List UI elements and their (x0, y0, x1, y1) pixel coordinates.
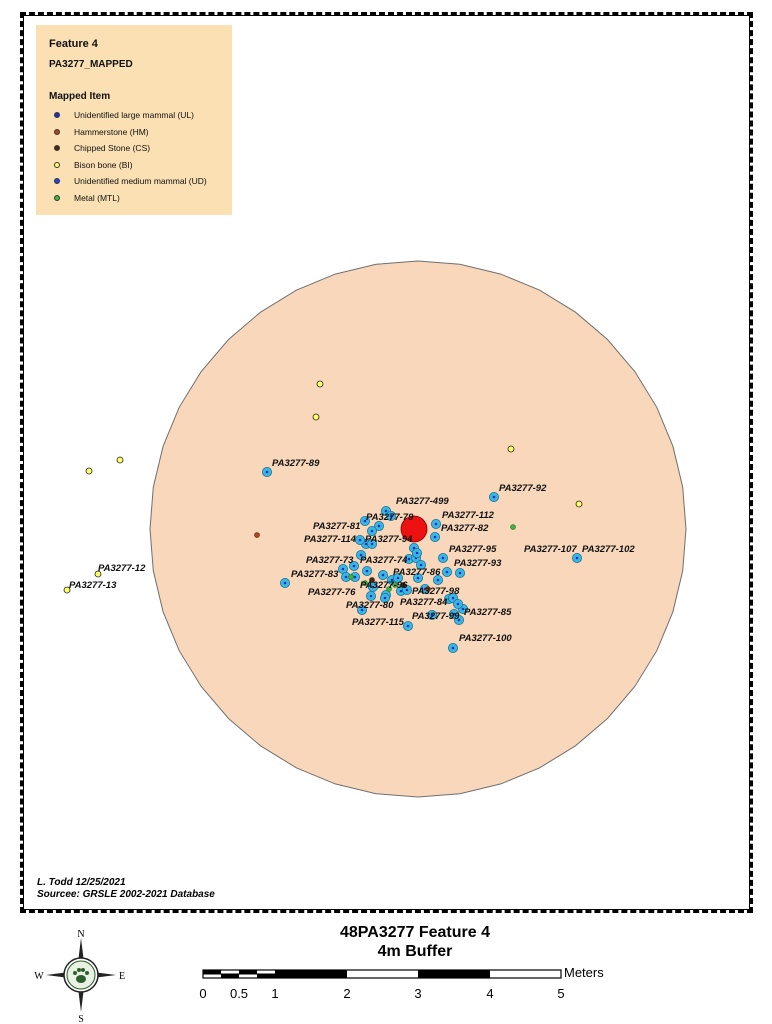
artifact-point-core (452, 647, 455, 650)
data-source: Sourcee: GRSLE 2002-2021 Database (37, 889, 215, 900)
bison-bone-point (117, 457, 123, 463)
map-label: PA3277-92 (499, 483, 547, 494)
legend-swatch-icon (54, 195, 60, 201)
legend-swatch-icon (54, 178, 60, 184)
north-arrow-icon (34, 929, 126, 1024)
legend-item-label: Unidentified medium mammal (UD) (74, 176, 207, 187)
artifact-point-core (420, 564, 423, 567)
map-label: PA3277-82 (441, 523, 489, 534)
artifact-point-core (342, 568, 345, 571)
scale-tick: 1 (271, 986, 279, 1001)
legend (36, 25, 232, 215)
metal-point (349, 575, 354, 580)
scale-tick: 4 (486, 986, 494, 1001)
map-title (300, 923, 530, 961)
map-label: PA3277-73 (306, 555, 354, 566)
bison-bone-point (508, 446, 514, 452)
legend-swatch-icon (54, 112, 60, 118)
artifact-point-core (407, 625, 410, 628)
map-label: PA3277-83 (291, 569, 339, 580)
hammerstone-point (255, 533, 260, 538)
map-label: PA3277-76 (308, 587, 356, 598)
artifact-point-core (382, 574, 385, 577)
legend-item-label: Bison bone (BI) (74, 159, 133, 170)
map-label: PA3277-86 (393, 567, 441, 578)
bison-bone-point (317, 381, 323, 387)
artifact-point-core (370, 595, 373, 598)
map-label: PA3277-79 (366, 512, 414, 523)
map-label: PA3277-95 (449, 544, 497, 555)
map-title-line1: 48PA3277 Feature 4 (339, 924, 490, 941)
map-credit (37, 877, 215, 901)
legend-items (54, 107, 207, 206)
map-label: PA3277-114 (304, 534, 356, 545)
legend-item-label: Unidentified large mammal (UL) (74, 110, 194, 121)
artifact-point-core (442, 557, 445, 560)
legend-feature-title: Feature 4 (49, 38, 98, 50)
legend-item (54, 140, 207, 157)
map-label: PA3277-12 (98, 563, 146, 574)
map-label: PA3277-115 (352, 617, 404, 628)
legend-item (54, 190, 207, 207)
legend-item (54, 107, 207, 124)
legend-item-label: Chipped Stone (CS) (74, 143, 151, 154)
artifact-point-core (446, 571, 449, 574)
bison-bone-point (576, 501, 582, 507)
artifact-point-core (284, 582, 287, 585)
legend-item (54, 124, 207, 141)
legend-swatch-icon (54, 129, 60, 135)
map-title-line2: 4m Buffer (377, 943, 453, 960)
map-label: PA3277-102 (582, 544, 635, 555)
artifact-point-core (452, 597, 455, 600)
legend-item (54, 157, 207, 174)
legend-item-label: Metal (MTL) (74, 192, 120, 203)
bison-bone-point (313, 414, 319, 420)
map-label: PA3277-96 (360, 580, 408, 591)
map-label: PA3277-85 (464, 607, 512, 618)
map-label: PA3277-80 (346, 600, 394, 611)
artifact-point-core (493, 496, 496, 499)
artifact-point-core (437, 579, 440, 582)
artifact-point-core (434, 536, 437, 539)
artifact-point-core (366, 570, 369, 573)
map-label: PA3277-99 (412, 611, 460, 622)
legend-swatch-icon (54, 162, 60, 168)
artifact-point-core (408, 558, 411, 561)
author-date: L. Todd 12/25/2021 (37, 877, 126, 888)
artifact-point-core (378, 525, 381, 528)
map-label: PA3277-81 (313, 521, 361, 532)
compass-w: W (34, 971, 44, 982)
artifact-point-core (457, 603, 460, 606)
map-label: PA3277-499 (396, 496, 449, 507)
map-label: PA3277-100 (459, 633, 512, 644)
map-label: PA3277-13 (69, 580, 117, 591)
legend-item (54, 173, 207, 190)
artifact-point-core (359, 539, 362, 542)
scale-tick: 5 (557, 986, 565, 1001)
map-label: PA3277-112 (442, 510, 494, 521)
legend-layer-name: PA3277_MAPPED (49, 59, 133, 70)
scale-tick: 0 (199, 986, 207, 1001)
map-label: PA3277-84 (400, 597, 448, 608)
scale-tick: 0.5 (229, 986, 249, 1001)
artifact-point-core (345, 576, 348, 579)
compass-n: N (77, 929, 85, 940)
scale-bar-graphic (200, 968, 566, 980)
artifact-point-core (354, 576, 357, 579)
map-label: PA3277-93 (454, 558, 502, 569)
map-label: PA3277-98 (412, 586, 460, 597)
artifact-point-core (435, 523, 438, 526)
map-label: PA3277-74 (360, 555, 408, 566)
compass-s: S (78, 1014, 84, 1024)
artifact-point-core (266, 471, 269, 474)
bison-bone-point (86, 468, 92, 474)
artifact-point-core (459, 572, 462, 575)
map-label: PA3277-94 (365, 534, 413, 545)
metal-point (511, 525, 516, 530)
scale-units: Meters (564, 965, 604, 980)
legend-swatch-icon (54, 145, 60, 151)
map-label: PA3277-89 (272, 458, 320, 469)
map-label: PA3277-107 (524, 544, 577, 555)
scale-tick: 2 (343, 986, 351, 1001)
artifact-point-core (371, 530, 374, 533)
artifact-point-core (416, 552, 419, 555)
legend-mapped-item-title: Mapped Item (49, 91, 111, 102)
compass-e: E (118, 971, 126, 982)
legend-item-label: Hammerstone (HM) (74, 126, 149, 137)
scale-tick: 3 (414, 986, 422, 1001)
artifact-point-core (576, 557, 579, 560)
artifact-point-core (384, 597, 387, 600)
